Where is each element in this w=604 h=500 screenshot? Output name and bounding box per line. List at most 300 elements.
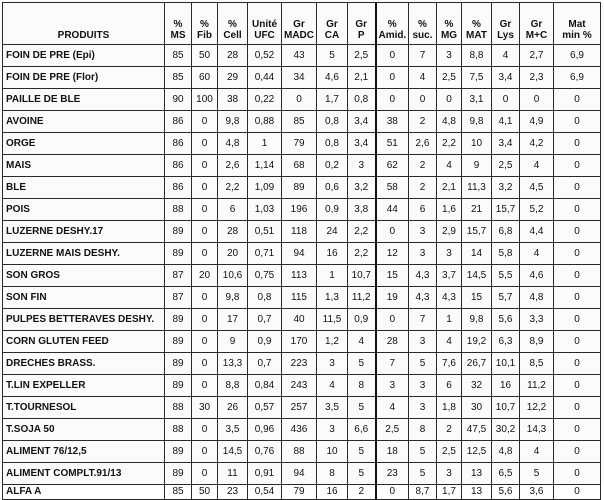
column-header-p: Gr P (348, 3, 376, 45)
column-header-ca: Gr CA (317, 3, 348, 45)
product-name-cell: PULPES BETTERAVES DESHY. (3, 309, 165, 331)
cell-cell: 28 (218, 45, 248, 67)
cell-mc: 11,2 (520, 375, 554, 397)
cell-ufc: 0,96 (248, 419, 282, 441)
cell-mg: 1,6 (437, 199, 462, 221)
cell-ms: 89 (165, 221, 192, 243)
cell-ca: 3 (317, 353, 348, 375)
cell-fib: 0 (192, 331, 218, 353)
cell-lys: 5,6 (492, 485, 520, 500)
cell-p: 8 (348, 375, 376, 397)
product-name-cell: FOIN DE PRE (Epi) (3, 45, 165, 67)
cell-ufc: 0,7 (248, 353, 282, 375)
cell-mg: 3,7 (437, 265, 462, 287)
cell-madc: 89 (282, 177, 317, 199)
cell-ca: 4,6 (317, 67, 348, 89)
cell-mg: 2,9 (437, 221, 462, 243)
cell-mat: 14 (462, 243, 492, 265)
cell-mat-min: 0 (554, 353, 601, 375)
cell-suc: 7 (409, 45, 437, 67)
cell-mg: 2 (437, 419, 462, 441)
cell-mat-min: 0 (554, 243, 601, 265)
cell-amid: 38 (376, 111, 409, 133)
cell-mc: 14,3 (520, 419, 554, 441)
cell-suc: 8,7 (409, 485, 437, 500)
cell-fib: 0 (192, 177, 218, 199)
cell-madc: 223 (282, 353, 317, 375)
product-name-cell: DRECHES BRASS. (3, 353, 165, 375)
cell-mat: 15,7 (462, 221, 492, 243)
cell-fib: 20 (192, 265, 218, 287)
product-name-cell: FOIN DE PRE (Flor) (3, 67, 165, 89)
table-header (3, 3, 601, 45)
cell-lys: 10,7 (492, 397, 520, 419)
cell-suc: 4,3 (409, 265, 437, 287)
cell-madc: 113 (282, 265, 317, 287)
table-row (3, 111, 601, 133)
cell-cell: 13,3 (218, 353, 248, 375)
cell-ca: 10 (317, 441, 348, 463)
cell-ca: 0,8 (317, 133, 348, 155)
product-name-cell: ALIMENT 76/12,5 (3, 441, 165, 463)
cell-ufc: 0,88 (248, 111, 282, 133)
cell-p: 2,1 (348, 67, 376, 89)
cell-ms: 89 (165, 331, 192, 353)
table-row (3, 89, 601, 111)
table-row (3, 441, 601, 463)
cell-lys: 10,1 (492, 353, 520, 375)
cell-suc: 3 (409, 397, 437, 419)
table-row (3, 45, 601, 67)
cell-p: 5 (348, 353, 376, 375)
cell-mc: 0 (520, 89, 554, 111)
cell-suc: 6 (409, 199, 437, 221)
cell-mat-min: 0 (554, 331, 601, 353)
product-name-cell: SON FIN (3, 287, 165, 309)
cell-amid: 51 (376, 133, 409, 155)
cell-ms: 88 (165, 397, 192, 419)
table-row (3, 221, 601, 243)
cell-mat-min: 0 (554, 287, 601, 309)
cell-mat-min: 0 (554, 221, 601, 243)
cell-suc: 5 (409, 463, 437, 485)
cell-p: 2,2 (348, 243, 376, 265)
cell-mc: 4,6 (520, 265, 554, 287)
cell-mg: 3 (437, 45, 462, 67)
cell-ms: 87 (165, 287, 192, 309)
cell-amid: 19 (376, 287, 409, 309)
cell-ms: 86 (165, 155, 192, 177)
product-name-cell: CORN GLUTEN FEED (3, 331, 165, 353)
cell-lys: 15,7 (492, 199, 520, 221)
column-header-madc: Gr MADC (282, 3, 317, 45)
cell-mat-min: 0 (554, 485, 601, 500)
cell-p: 0,8 (348, 89, 376, 111)
cell-cell: 9,8 (218, 287, 248, 309)
cell-ca: 3 (317, 419, 348, 441)
cell-mat-min: 0 (554, 133, 601, 155)
cell-ca: 1 (317, 265, 348, 287)
product-name-cell: PAILLE DE BLE (3, 89, 165, 111)
cell-mat: 14,5 (462, 265, 492, 287)
column-header-amid: % Amid. (376, 3, 409, 45)
cell-ms: 88 (165, 199, 192, 221)
cell-mat: 3,1 (462, 89, 492, 111)
cell-amid: 15 (376, 265, 409, 287)
cell-fib: 50 (192, 45, 218, 67)
cell-p: 11,2 (348, 287, 376, 309)
cell-ca: 1,3 (317, 287, 348, 309)
cell-ufc: 0,54 (248, 485, 282, 500)
cell-lys: 0 (492, 89, 520, 111)
product-name-cell: MAIS (3, 155, 165, 177)
cell-mg: 6 (437, 375, 462, 397)
cell-ms: 86 (165, 111, 192, 133)
cell-p: 3,4 (348, 111, 376, 133)
cell-mat: 9 (462, 155, 492, 177)
cell-p: 2,5 (348, 45, 376, 67)
cell-lys: 4 (492, 45, 520, 67)
cell-ufc: 0,52 (248, 45, 282, 67)
cell-madc: 257 (282, 397, 317, 419)
product-name-cell: T.TOURNESOL (3, 397, 165, 419)
cell-p: 0,9 (348, 309, 376, 331)
cell-mg: 4 (437, 331, 462, 353)
cell-mat-min: 0 (554, 265, 601, 287)
cell-lys: 30,2 (492, 419, 520, 441)
cell-mc: 2,3 (520, 67, 554, 89)
cell-mc: 4 (520, 243, 554, 265)
cell-lys: 2,5 (492, 155, 520, 177)
cell-mat-min: 0 (554, 177, 601, 199)
cell-madc: 118 (282, 221, 317, 243)
cell-mat: 12,5 (462, 441, 492, 463)
cell-fib: 0 (192, 133, 218, 155)
cell-cell: 4,8 (218, 133, 248, 155)
cell-fib: 0 (192, 353, 218, 375)
cell-lys: 5,5 (492, 265, 520, 287)
cell-p: 4 (348, 331, 376, 353)
cell-ms: 87 (165, 265, 192, 287)
cell-amid: 12 (376, 243, 409, 265)
cell-mg: 3 (437, 243, 462, 265)
cell-ms: 85 (165, 45, 192, 67)
cell-cell: 26 (218, 397, 248, 419)
cell-mat: 47,5 (462, 419, 492, 441)
cell-ca: 16 (317, 243, 348, 265)
cell-madc: 85 (282, 111, 317, 133)
cell-mg: 2,5 (437, 67, 462, 89)
product-name-cell: LUZERNE DESHY.17 (3, 221, 165, 243)
cell-mc: 4,9 (520, 111, 554, 133)
cell-madc: 94 (282, 243, 317, 265)
cell-madc: 68 (282, 155, 317, 177)
cell-lys: 5,7 (492, 287, 520, 309)
table-row (3, 331, 601, 353)
product-name-cell: BLE (3, 177, 165, 199)
cell-fib: 0 (192, 375, 218, 397)
cell-ca: 5 (317, 45, 348, 67)
cell-lys: 6,5 (492, 463, 520, 485)
cell-suc: 3 (409, 331, 437, 353)
cell-amid: 18 (376, 441, 409, 463)
cell-mc: 3,3 (520, 309, 554, 331)
table-row (3, 485, 601, 500)
cell-ms: 85 (165, 67, 192, 89)
cell-lys: 4,8 (492, 441, 520, 463)
column-header-fib: % Fib (192, 3, 218, 45)
cell-lys: 6,8 (492, 221, 520, 243)
cell-mg: 4,8 (437, 111, 462, 133)
cell-mg: 2,5 (437, 441, 462, 463)
cell-madc: 436 (282, 419, 317, 441)
cell-mat: 10 (462, 133, 492, 155)
cell-mat: 13 (462, 463, 492, 485)
product-name-cell: POIS (3, 199, 165, 221)
column-header-suc: % suc. (409, 3, 437, 45)
cell-mat-min: 0 (554, 463, 601, 485)
cell-fib: 60 (192, 67, 218, 89)
cell-mg: 2,1 (437, 177, 462, 199)
cell-mat: 11,3 (462, 177, 492, 199)
table-row (3, 287, 601, 309)
cell-mat: 30 (462, 397, 492, 419)
cell-mat-min: 0 (554, 419, 601, 441)
cell-ms: 89 (165, 463, 192, 485)
cell-cell: 17 (218, 309, 248, 331)
cell-cell: 2,2 (218, 177, 248, 199)
cell-ufc: 0,44 (248, 67, 282, 89)
cell-ufc: 0,91 (248, 463, 282, 485)
cell-ms: 89 (165, 243, 192, 265)
column-header-produits: PRODUITS (3, 3, 165, 45)
cell-lys: 3,2 (492, 177, 520, 199)
cell-mat: 15 (462, 287, 492, 309)
cell-mc: 4,5 (520, 177, 554, 199)
cell-suc: 5 (409, 441, 437, 463)
cell-ca: 4 (317, 375, 348, 397)
cell-suc: 2,6 (409, 133, 437, 155)
cell-ms: 89 (165, 353, 192, 375)
cell-amid: 2,5 (376, 419, 409, 441)
table-row (3, 463, 601, 485)
cell-mc: 12,2 (520, 397, 554, 419)
cell-mat-min: 0 (554, 309, 601, 331)
cell-suc: 5 (409, 353, 437, 375)
cell-cell: 2,6 (218, 155, 248, 177)
cell-mat: 26,7 (462, 353, 492, 375)
cell-lys: 4,1 (492, 111, 520, 133)
cell-madc: 79 (282, 133, 317, 155)
cell-mg: 1 (437, 309, 462, 331)
cell-mc: 4 (520, 441, 554, 463)
cell-fib: 0 (192, 309, 218, 331)
table-row (3, 177, 601, 199)
cell-cell: 9,8 (218, 111, 248, 133)
cell-ca: 24 (317, 221, 348, 243)
cell-mg: 3 (437, 463, 462, 485)
cell-cell: 23 (218, 485, 248, 500)
cell-amid: 44 (376, 199, 409, 221)
column-header-ms: % MS (165, 3, 192, 45)
cell-ufc: 1,03 (248, 199, 282, 221)
cell-madc: 43 (282, 45, 317, 67)
product-name-cell: SON GROS (3, 265, 165, 287)
cell-madc: 79 (282, 485, 317, 500)
cell-ufc: 0,75 (248, 265, 282, 287)
cell-mat: 9,8 (462, 111, 492, 133)
cell-mc: 5 (520, 463, 554, 485)
cell-cell: 38 (218, 89, 248, 111)
cell-ca: 8 (317, 463, 348, 485)
cell-mc: 4 (520, 155, 554, 177)
cell-mg: 2,2 (437, 133, 462, 155)
cell-ufc: 0,76 (248, 441, 282, 463)
column-header-mat: % MAT (462, 3, 492, 45)
cell-suc: 3 (409, 375, 437, 397)
cell-fib: 0 (192, 111, 218, 133)
cell-p: 3 (348, 155, 376, 177)
cell-mat-min: 0 (554, 199, 601, 221)
cell-p: 5 (348, 397, 376, 419)
cell-amid: 58 (376, 177, 409, 199)
cell-mg: 4 (437, 155, 462, 177)
cell-cell: 9 (218, 331, 248, 353)
cell-mc: 8,5 (520, 353, 554, 375)
cell-mc: 2,7 (520, 45, 554, 67)
cell-mat: 13 (462, 485, 492, 500)
table-row (3, 397, 601, 419)
cell-suc: 4 (409, 67, 437, 89)
cell-cell: 20 (218, 243, 248, 265)
cell-lys: 6,3 (492, 331, 520, 353)
cell-p: 2 (348, 485, 376, 500)
cell-mat: 19,2 (462, 331, 492, 353)
cell-mc: 4,2 (520, 133, 554, 155)
cell-ms: 90 (165, 89, 192, 111)
cell-suc: 2 (409, 111, 437, 133)
cell-madc: 243 (282, 375, 317, 397)
cell-cell: 28 (218, 221, 248, 243)
cell-cell: 3,5 (218, 419, 248, 441)
cell-madc: 88 (282, 441, 317, 463)
table-row (3, 133, 601, 155)
cell-mat-min: 0 (554, 89, 601, 111)
column-header-mc: Gr M+C (520, 3, 554, 45)
cell-p: 3,4 (348, 133, 376, 155)
table-row (3, 199, 601, 221)
cell-fib: 0 (192, 221, 218, 243)
table-row (3, 243, 601, 265)
cell-ca: 16 (317, 485, 348, 500)
cell-ufc: 0,9 (248, 331, 282, 353)
cell-suc: 3 (409, 221, 437, 243)
cell-amid: 3 (376, 375, 409, 397)
cell-mg: 0 (437, 89, 462, 111)
cell-ca: 11,5 (317, 309, 348, 331)
cell-lys: 3,4 (492, 133, 520, 155)
cell-p: 5 (348, 463, 376, 485)
product-name-cell: ALIMENT COMPLT.91/13 (3, 463, 165, 485)
cell-ufc: 0,84 (248, 375, 282, 397)
cell-amid: 28 (376, 331, 409, 353)
cell-lys: 3,4 (492, 67, 520, 89)
product-name-cell: T.LIN EXPELLER (3, 375, 165, 397)
cell-mat: 21 (462, 199, 492, 221)
cell-ufc: 0,8 (248, 287, 282, 309)
cell-ca: 1,2 (317, 331, 348, 353)
cell-suc: 3 (409, 243, 437, 265)
cell-madc: 0 (282, 89, 317, 111)
cell-p: 6,6 (348, 419, 376, 441)
cell-ufc: 0,22 (248, 89, 282, 111)
cell-fib: 50 (192, 485, 218, 500)
cell-mat-min: 0 (554, 397, 601, 419)
table-row (3, 67, 601, 89)
cell-ms: 89 (165, 441, 192, 463)
cell-suc: 2 (409, 177, 437, 199)
table-row (3, 419, 601, 441)
cell-fib: 0 (192, 199, 218, 221)
cell-mat-min: 6,9 (554, 45, 601, 67)
table-row (3, 353, 601, 375)
cell-fib: 0 (192, 419, 218, 441)
cell-mat: 32 (462, 375, 492, 397)
cell-suc: 2 (409, 155, 437, 177)
cell-fib: 0 (192, 155, 218, 177)
cell-fib: 0 (192, 287, 218, 309)
product-name-cell: LUZERNE MAIS DESHY. (3, 243, 165, 265)
cell-ms: 85 (165, 485, 192, 500)
cell-amid: 62 (376, 155, 409, 177)
cell-ca: 0,2 (317, 155, 348, 177)
cell-cell: 10,6 (218, 265, 248, 287)
cell-p: 10,7 (348, 265, 376, 287)
cell-cell: 29 (218, 67, 248, 89)
cell-mc: 4,8 (520, 287, 554, 309)
cell-lys: 5,8 (492, 243, 520, 265)
cell-mg: 4,3 (437, 287, 462, 309)
cell-amid: 0 (376, 485, 409, 500)
cell-mc: 4,4 (520, 221, 554, 243)
cell-mc: 5,2 (520, 199, 554, 221)
cell-ufc: 1 (248, 133, 282, 155)
cell-madc: 40 (282, 309, 317, 331)
cell-suc: 8 (409, 419, 437, 441)
cell-amid: 0 (376, 89, 409, 111)
cell-madc: 94 (282, 463, 317, 485)
cell-p: 3,8 (348, 199, 376, 221)
cell-cell: 6 (218, 199, 248, 221)
column-header-lys: Gr Lys (492, 3, 520, 45)
table-row (3, 155, 601, 177)
cell-ms: 89 (165, 309, 192, 331)
cell-mat-min: 0 (554, 441, 601, 463)
cell-ufc: 0,71 (248, 243, 282, 265)
cell-mat-min: 0 (554, 155, 601, 177)
cell-ca: 1,7 (317, 89, 348, 111)
product-name-cell: ORGE (3, 133, 165, 155)
cell-mc: 8,9 (520, 331, 554, 353)
cell-fib: 0 (192, 243, 218, 265)
cell-p: 3,2 (348, 177, 376, 199)
cell-madc: 34 (282, 67, 317, 89)
cell-cell: 8,8 (218, 375, 248, 397)
table-row (3, 265, 601, 287)
cell-suc: 4,3 (409, 287, 437, 309)
cell-ca: 0,8 (317, 111, 348, 133)
cell-mg: 7,6 (437, 353, 462, 375)
